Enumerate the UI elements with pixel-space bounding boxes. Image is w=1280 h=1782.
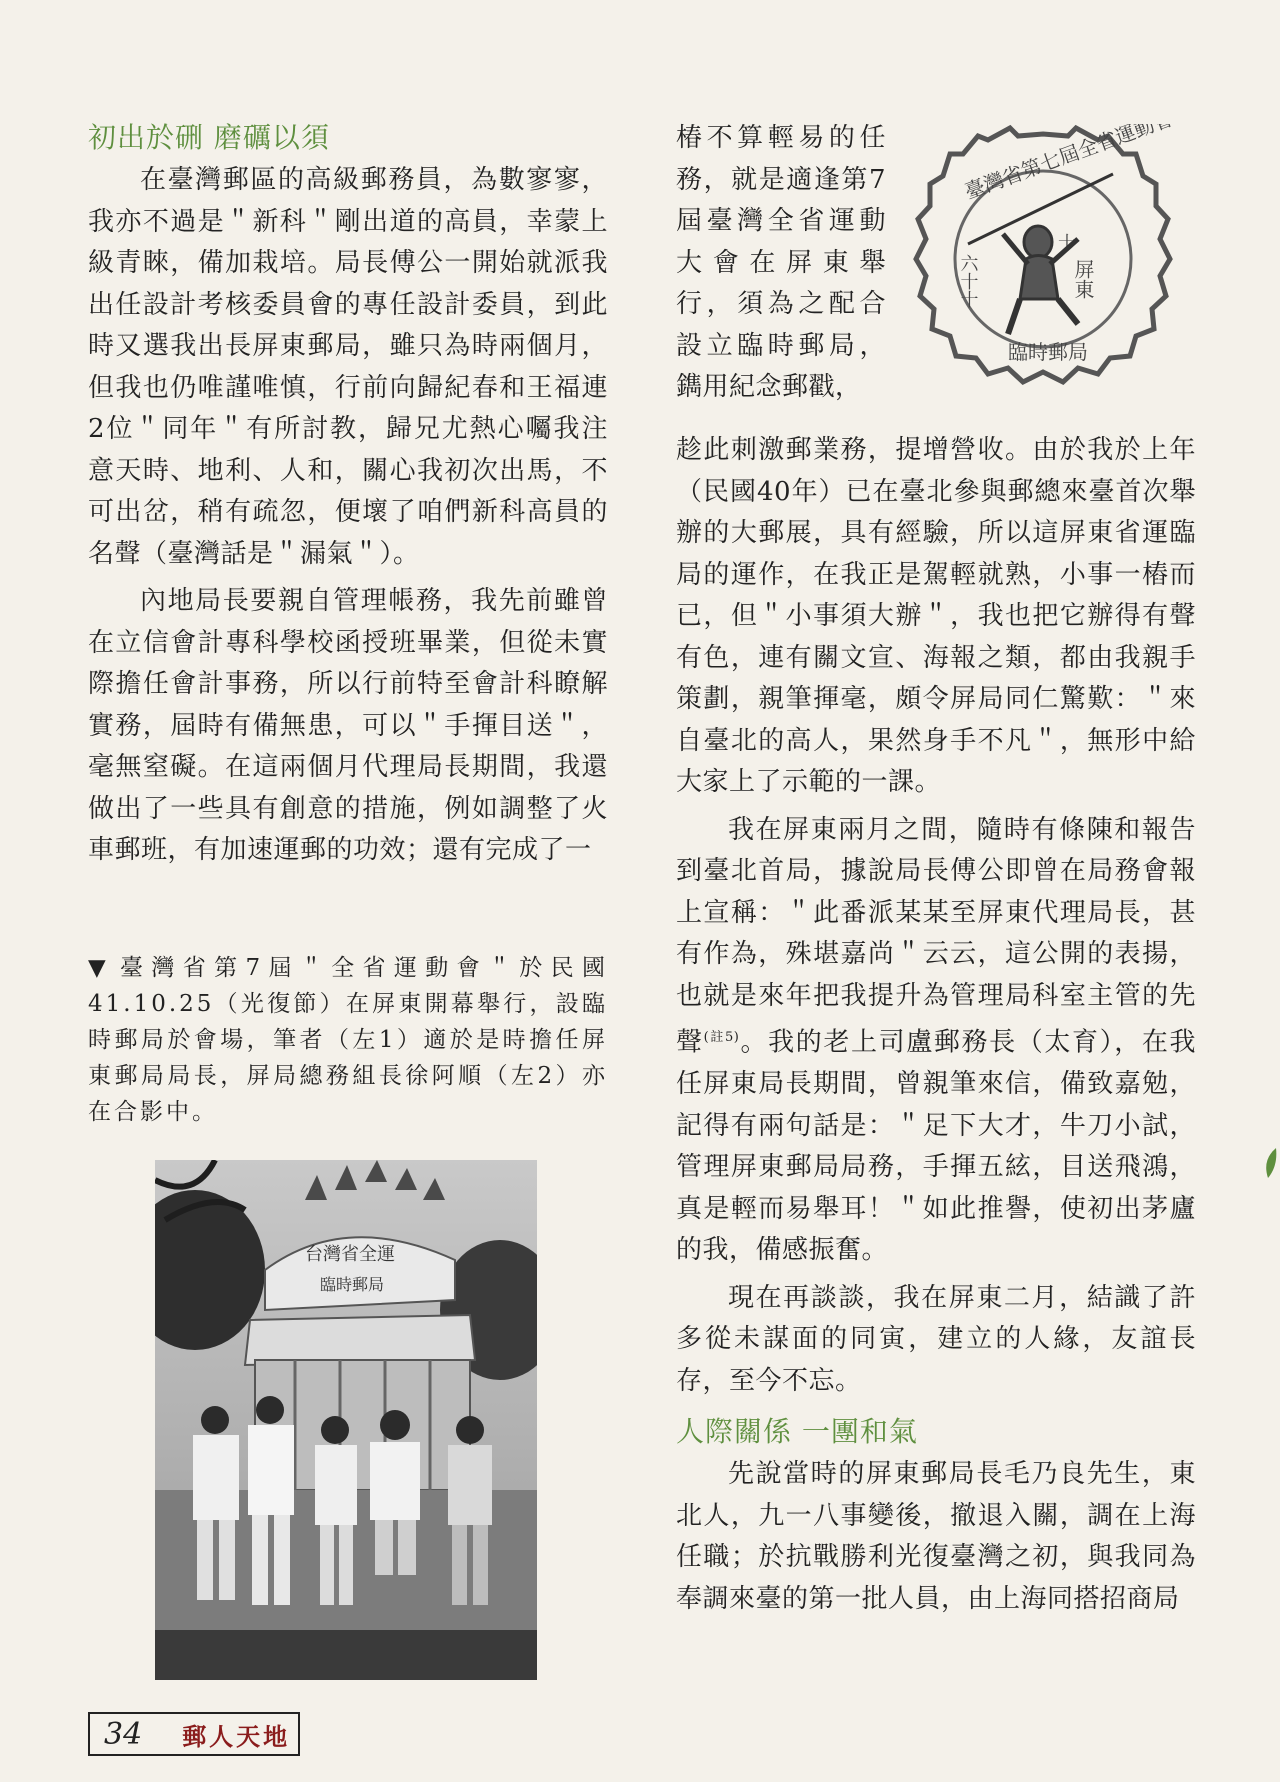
right-paragraph-top: 椿不算輕易的任務，就是適逢第7屆臺灣全省運動大會在屏東舉行，須為之配合設立臨時郵局，鐫用紀念郵戳， <box>676 123 886 402</box>
commemorative-postmark <box>908 124 1178 414</box>
right-top-text <box>676 118 886 409</box>
postmark-seal-icon <box>908 124 1178 414</box>
right-paragraph-1: 趁此刺激郵業務，提增營收。由於我於上年（民國40年）已在臺北參與郵總來臺首次舉辦的大郵展，具有經驗，所以這屏東省運臨局的運作，在我正是駕輕就熟，小事一樁而已，但＂小事須大辦＂，我也把它辦得有聲有色，連有關文宣、海報之類，都由我親手策劃，親筆揮毫，頗令屏局同仁驚歎：＂來自臺北的高人，果然身手不凡＂，無形中給大家上了示範的一課。 <box>676 435 1196 797</box>
right-paragraph-2-a: 我在屏東兩月之間，隨時有條陳和報告到臺北首局，據說局長傅公即曾在局務會報上宣稱：＂此番派某某至屏東代理局長，甚有作為，殊堪嘉尚＂云云，這公開的表揚，也就是來年把我提升為管理局科室主管的先聲 <box>676 814 1196 1058</box>
left-paragraph-2: 內地局長要親自管理帳務，我先前雖曾在立信會計專科學校函授班畢業，但從未實際擔任會計事務，所以行前特至會計科瞭解實務，屆時有備無患，可以＂手揮目送＂，毫無窒礙。在這兩個月代理局長期間，我還做出了一些具有創意的措施，例如調整了火車郵班，有加速運郵的功效；還有完成了一 <box>88 586 608 865</box>
stamp-bottom-text: 臨時郵局 <box>1008 340 1088 364</box>
magazine-title: 郵人天地 <box>182 1722 291 1751</box>
left-column <box>88 118 608 872</box>
triangle-marker-icon: ▼ <box>88 955 115 981</box>
stamp-center-middle: 十 <box>1058 233 1076 254</box>
right-paragraph-3: 現在再談談，我在屏東二月，結識了許多從未謀面的同寅，建立的人緣，友誼長存，至今不忘。 <box>676 1282 1196 1396</box>
historical-photo <box>155 1160 537 1680</box>
photo-caption <box>88 950 608 1130</box>
right-paragraph-2-b: 。我的老上司盧郵務長（太育），在我任屏東局長期間，曾親筆來信，備致嘉勉，記得有兩句話是：＂足下大才，牛刀小試，管理屏東郵局局務，手揮五絃，目送飛鴻，真是輕而易舉耳！＂如此推譽，使初出茅廬的我，備感振奮。 <box>676 1027 1196 1266</box>
section-heading-2: 人際關係 一團和氣 <box>676 1415 918 1449</box>
page-footer <box>88 1712 300 1756</box>
footnote-marker: (註5) <box>703 1030 740 1045</box>
section-heading-1: 初出於硎 磨礪以須 <box>88 121 330 154</box>
page-number: 34 <box>104 1716 143 1752</box>
right-column <box>676 430 1196 1620</box>
stamp-outer-text: 臺灣省第七屆全省運動會 <box>961 124 1177 204</box>
leaf-ornament-icon <box>1262 1148 1278 1178</box>
photo-banner-top: 台灣省全運 <box>305 1244 395 1265</box>
stamp-inner-left: 六十十 <box>957 254 979 308</box>
left-paragraph-1: 在臺灣郵區的高級郵務員，為數寥寥，我亦不過是＂新科＂剛出道的高員，幸蒙上級青睞，備加栽培。局長傅公一開始就派我出任設計考核委員會的專任設計委員，到此時又選我出長屏東郵局，雖只為時兩個月，但我也仍唯謹唯慎，行前向歸紀春和王福連2位＂同年＂有所討教，歸兄尤熱心囑我注意天時、地利、人和，關心我初次出馬，不可出岔，稍有疏忽，便壞了咱們新科高員的名聲（臺灣話是＂漏氣＂）。 <box>88 165 608 569</box>
right-paragraph-4: 先說當時的屏東郵局長毛乃良先生，東北人，九一八事變後，撤退入關，調在上海任職；於抗戰勝利光復臺灣之初，與我同為奉調來臺的第一批人員，由上海同搭招商局 <box>676 1459 1196 1614</box>
photo-illustration <box>155 1160 537 1680</box>
photo-banner-bottom: 臨時郵局 <box>320 1275 385 1294</box>
stamp-center-right: 屏東 <box>1071 259 1095 299</box>
right-paragraph-2 <box>676 810 1196 1272</box>
caption-text: 臺灣省第7屆＂全省運動會＂於民國41.10.25（光復節）在屏東開幕舉行，設臨時郵局於會場，筆者（左1）適於是時擔任屏東郵局局長，屏局總務組長徐阿順（左2）亦在合影中。 <box>88 955 608 1125</box>
